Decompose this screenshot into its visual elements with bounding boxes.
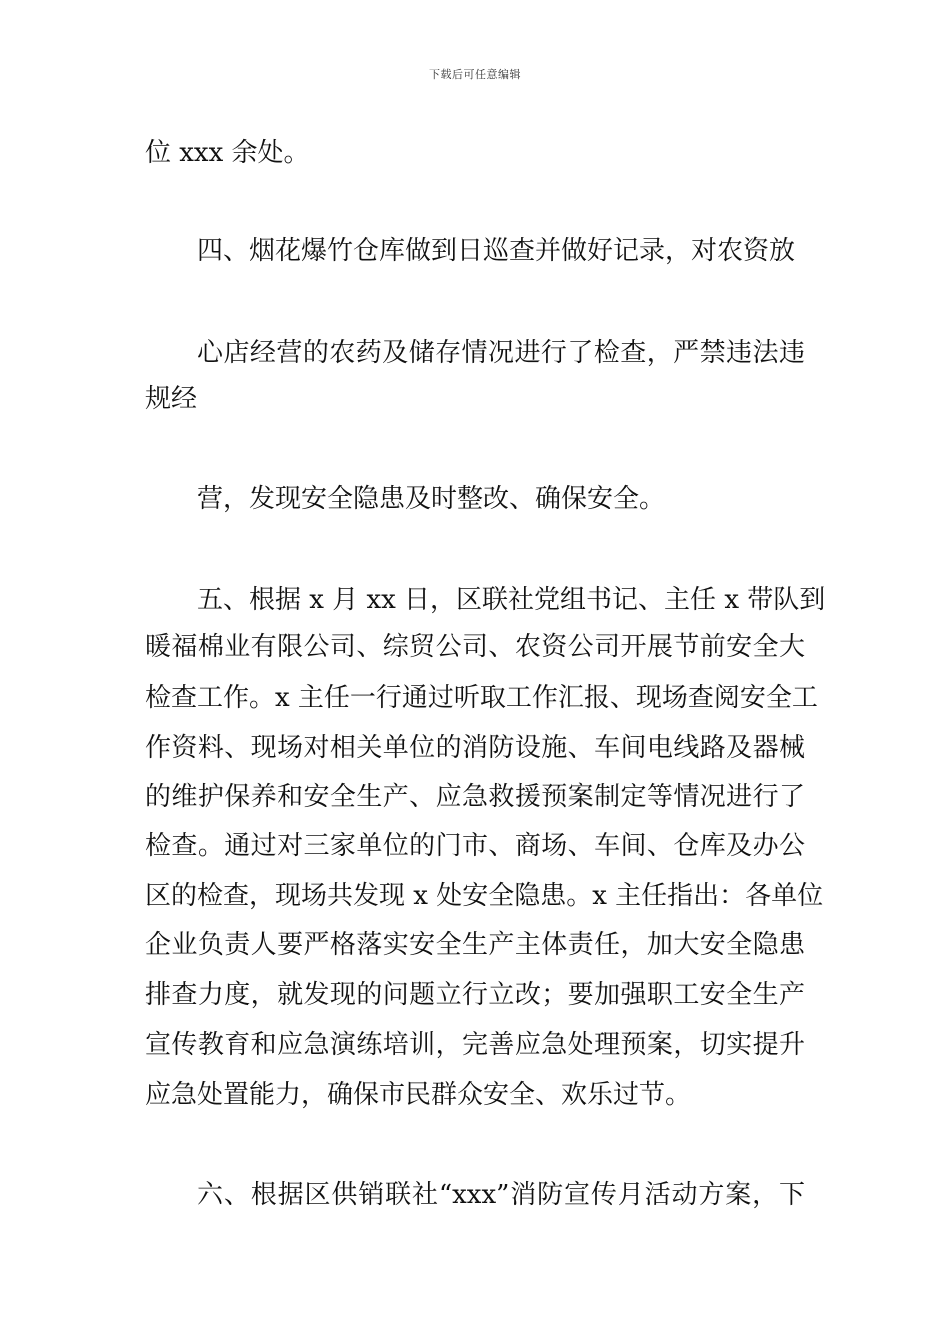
page-header: 下载后可任意编辑 <box>429 68 521 81</box>
text-line: 营，发现安全隐患及时整改、确保安全。 <box>197 484 666 514</box>
text-line: 六、根据区供销联社“xxx”消防宣传月活动方案，下 <box>197 1180 805 1210</box>
text-line: 作资料、现场对相关单位的消防设施、车间电线路及器械 <box>145 733 805 763</box>
text-line: 暖福棉业有限公司、综贸公司、农资公司开展节前安全大 <box>145 632 805 662</box>
text-line: 排查力度，就发现的问题立行立改；要加强职工安全生产 <box>145 980 805 1010</box>
text-line: 的维护保养和安全生产、应急救援预案制定等情况进行了 <box>145 782 805 812</box>
text-line: 区的检查，现场共发现 x 处安全隐患。x 主任指出：各单位 <box>145 881 824 911</box>
text-line: 宣传教育和应急演练培训，完善应急处理预案，切实提升 <box>145 1030 805 1060</box>
text-line: 应急处置能力，确保市民群众安全、欢乐过节。 <box>145 1080 692 1110</box>
text-line: 位 xxx 余处。 <box>145 138 310 168</box>
text-line: 检查工作。x 主任一行通过听取工作汇报、现场查阅安全工 <box>145 683 818 713</box>
text-line: 企业负责人要严格落实安全生产主体责任，加大安全隐患 <box>145 930 805 960</box>
text-line: 检查。通过对三家单位的门市、商场、车间、仓库及办公 <box>145 831 805 861</box>
text-line: 规经 <box>145 384 198 414</box>
text-line: 四、烟花爆竹仓库做到日巡查并做好记录，对农资放 <box>197 236 796 266</box>
text-line: 五、根据 x 月 xx 日，区联社党组书记、主任 x 带队到 <box>197 585 826 615</box>
text-line: 心店经营的农药及储存情况进行了检查，严禁违法违 <box>197 338 805 368</box>
